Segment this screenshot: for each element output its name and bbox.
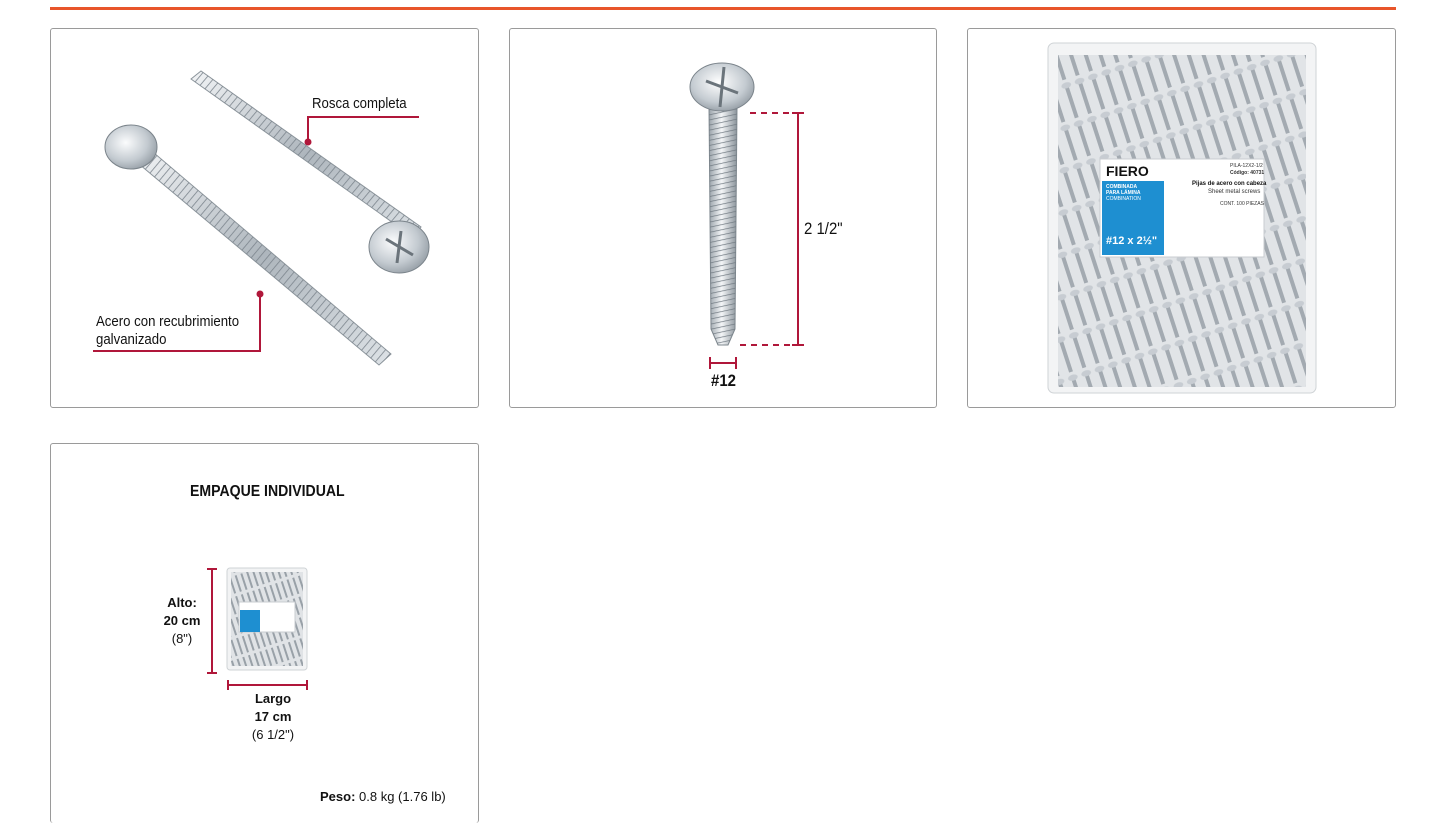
individual-pack-title: EMPAQUE INDIVIDUAL	[190, 483, 345, 500]
package-title-es: Pijas de acero con cabeza	[1192, 181, 1267, 187]
width-in: (6 1/2")	[251, 727, 295, 742]
product-image-package[interactable]	[967, 28, 1396, 408]
mini-package-image	[227, 568, 307, 670]
screw-dimension-drawing	[510, 29, 937, 408]
callout-material-label-line1: Acero con recubrimiento	[96, 313, 240, 330]
product-image-full-thread[interactable]	[50, 28, 479, 408]
width-label: Largo	[254, 691, 292, 706]
weight-value: 0.8 kg (1.76 lb)	[359, 789, 446, 804]
package-blue-line1: COMBINADA	[1106, 184, 1138, 190]
package-size: #12 x 2½"	[1106, 235, 1158, 247]
height-in: (8")	[171, 631, 193, 646]
top-accent-bar	[50, 7, 1396, 10]
package-blue-line2: PARA LÁMINA	[1106, 190, 1141, 196]
length-label: 2 1/2"	[804, 219, 843, 238]
package-title-en: Sheet metal screws	[1208, 189, 1261, 195]
package-count: CONT. 100 PIEZAS	[1220, 201, 1264, 207]
product-image-individual-pack[interactable]	[50, 443, 479, 823]
weight-label: Peso:	[320, 789, 356, 804]
height-dimension-line	[207, 569, 217, 673]
length-dimension-line	[740, 113, 804, 345]
callout-thread-line	[305, 117, 420, 146]
package-brand: FIERO	[1106, 163, 1149, 179]
gauge-label: #12	[711, 371, 736, 390]
callout-thread-label: Rosca completa	[312, 95, 407, 112]
width-cm: 17 cm	[254, 709, 292, 724]
package-code: PILA-12X2-1/2	[1230, 163, 1263, 169]
height-cm: 20 cm	[163, 613, 201, 628]
package-blue-line3: COMBINATION	[1106, 196, 1141, 202]
width-dimension-line	[228, 680, 307, 690]
weight-row	[320, 789, 446, 804]
package-codigo: Código: 40731	[1230, 170, 1265, 176]
height-label: Alto:	[167, 595, 197, 610]
gauge-dimension-line	[710, 357, 736, 369]
product-image-dimensions[interactable]	[509, 28, 937, 408]
screw-vertical	[690, 63, 754, 345]
callout-material-label-line2: galvanizado	[96, 331, 167, 348]
package-bag	[968, 29, 1396, 408]
screws-illustration	[51, 29, 479, 408]
